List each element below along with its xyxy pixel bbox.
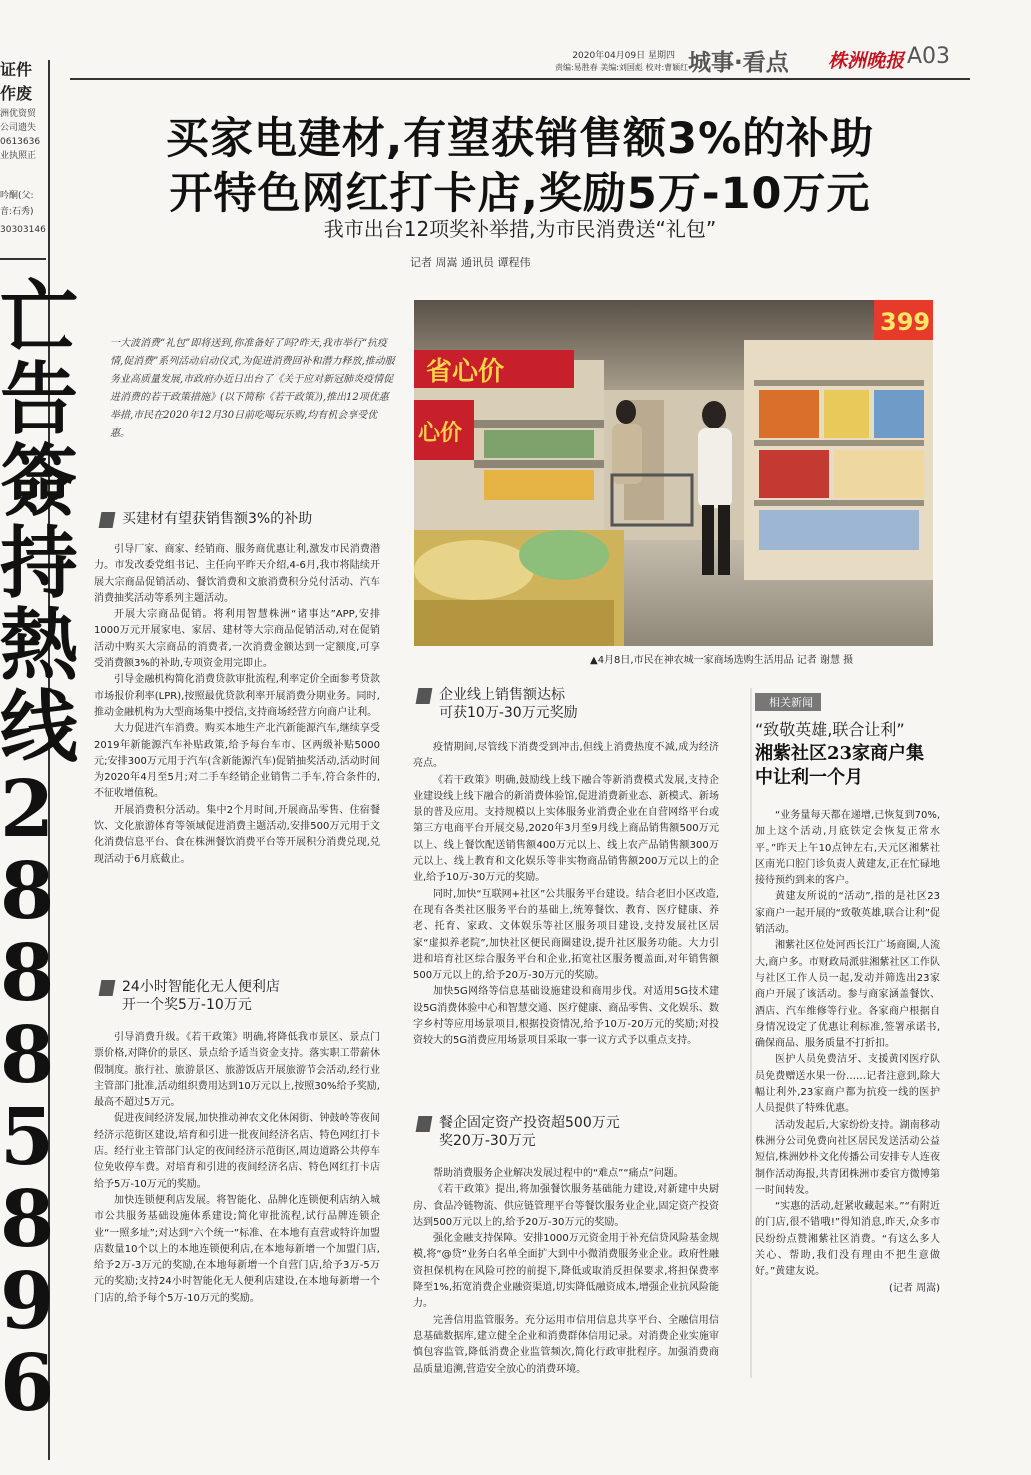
paragraph: 帮助消费服务企业解决发展过程中的“难点”“痛点”问题。 [433, 1168, 684, 1179]
strip-text: 业执照正 [0, 151, 37, 161]
paragraph: 加快连锁便利店发展。将智能化、品牌化连锁便利店纳入城市公共服务基础设施体系建设;简化审批流程,试行品牌连锁企业“一照多址”;对达到“六个统一”标准、在本地有直营或特许加盟店数量10个以上的本地连锁便利店,在本地每新增一个加盟门店,给予2万-3万元的奖励,在本地每新增一个自营门店,给予3万-5万元的奖励;支持24小时智能化无人便利店建设,在本地每新增一个门店的,给予每个5万-10万元的奖励。 [94, 1194, 380, 1304]
strip-divider [0, 258, 46, 260]
strip-big-char: 8 [0, 1010, 55, 1101]
section-2-body [94, 1030, 380, 1307]
strip-title-1: 证件 [0, 60, 33, 79]
section-3-title-2: 可获10万-30万元奖励 [439, 705, 578, 721]
strip-big-char: 6 [0, 1338, 55, 1429]
newspaper-logo: 株洲晚报 [828, 50, 905, 72]
banner-left: 省心价 [426, 357, 505, 387]
strip-big-char: 8 [0, 1174, 55, 1265]
paragraph: 黄建友所说的“活动”,指的是社区23家商户一起开展的“致敬英雄,联合让利”促销活动。 [755, 891, 940, 936]
section-3-heading [417, 686, 578, 722]
strip-title-2: 作废 [0, 84, 33, 103]
paragraph: “业务量每天都在递增,已恢复到70%,加上这个活动,月底铁定会恢复正常水平。”昨天上午10点钟左右,天元区湘紫社区南光口腔门诊负责人黄建友,正在忙碌地接待预约到来的客户。 [755, 810, 940, 887]
strip-big-char: 5 [0, 1092, 55, 1183]
staff-line: 责编:易胜春 美编:刘国彪 校对:曹颖红 [555, 63, 689, 72]
price-tag: 399 [880, 308, 931, 336]
paragraph: 疫情期间,尽管线下消费受到冲击,但线上消费热度不减,成为经济亮点。 [413, 742, 719, 770]
lede-paragraph: 一大波消费“礼包”即将送到,你准备好了吗?昨天,我市举行“抗疫情,促消费”系列活动启动仪式,为促进消费回补和潜力释放,推动服务业高质量发展,市政府办近日出台了《关于应对新冠肺炎疫情促进消费的若干政策措施》(以下简称《若干政策》),推出12项优惠举措,市民在2020年12月30日前吃喝玩乐购,均有机会享受优惠。 [110, 338, 395, 439]
reporter-signature: (记者 周嵩) [889, 1282, 940, 1294]
header-rule [70, 78, 970, 80]
section-4-title-1: 餐企固定资产投资超500万元 [439, 1115, 620, 1131]
paragraph: 加快5G网络等信息基础设施建设和商用步伐。对适用5G技术建设5G消费体验中心和智慧交通、医疗健康、商品零售、文化娱乐、数字乡村等应用场景项目,根据投资情况,给予10万-20万元的奖励;对投资较大的5G消费应用场景项目采取一事一议方式予以重点支持。 [413, 986, 719, 1047]
strip-big-char: 持 [0, 518, 79, 609]
section-3-body [413, 740, 719, 1050]
left-adjacent-column [0, 60, 79, 1460]
related-subtitle: “致敬英雄,联合让利” [755, 720, 905, 739]
section-2-heading [100, 978, 280, 1014]
paragraph: 《若干政策》提出,将加强餐饮服务基础能力建设,对新建中央厨房、食品冷链物流、供应链管理平台等餐饮服务业企业,固定资产投资达到500万元以上的,给予20万-30万元的奖励。 [413, 1184, 719, 1228]
section-1-title: 买建材有望获销售额3%的补助 [122, 511, 313, 527]
strip-big-char: 2 [0, 764, 55, 855]
section-1-heading [100, 510, 312, 528]
paragraph: 《若干政策》明确,鼓励线上线下融合等新消费模式发展,支持企业建设线上线下融合的新消费体验馆,促进消费新业态、新模式、新场景的普及应用。支持规模以上实体服务业消费企业在自营网络平台或第三方电商平台开展交易,2020年3月至9月线上商品销售额500万元以上、线上餐饮配送销售额400万元以上、线上农产品销售额300万元以上、线上教育和文化娱乐等非实物商品销售额200万元以上的企业,给予10万-30万元的奖励。 [413, 774, 719, 884]
section-2-title-2: 开一个奖5万-10万元 [122, 997, 252, 1013]
paragraph: 开展消费积分活动。集中2个月时间,开展商品零售、住宿餐饮、文化旅游体育等领域促进消费主题活动,安排500万元用于文化消费信息平台、食在株洲餐饮消费平台等开展积分消费兑现,兑现活动于6月底截止。 [94, 804, 380, 865]
strip-big-char: 8 [0, 928, 55, 1019]
paragraph: 完善信用监管服务。充分运用市信用信息共享平台、全融信用信息基础数据库,建立健全企业和消费群体信用记录。对消费企业实施审慎包容监管,降低消费企业监管频次,简化行政审批程序。加强消费商品质量追溯,营造安全放心的消费环境。 [413, 1314, 719, 1375]
paragraph: 同时,加快“互联网+社区”公共服务平台建设。结合老旧小区改造,在现有各类社区服务平台的基础上,统筹餐饮、教育、医疗健康、养老、托育、家政、文体娱乐等社区服务项目建设,支持发展社区居家“虚拟养老院”,加快社区便民商圈建设,提升社区服务功能。大力引进和培育社区综合服务平台和企业,拓宽社区服务覆盖面,对年销售额500万元以上的,给予20万-30万元的奖励。 [413, 888, 719, 982]
related-news-tag: 相关新闻 [755, 693, 821, 711]
page-meta [555, 50, 688, 74]
paragraph: 湘紫社区位处河西长江广场商圈,人流大,商户多。市财政局派驻湘紫社区工作队与社区工作人员一起,发动并筛选出23家商户开展了该活动。参与商家涵盖餐饮、酒店、汽车维修等行业。各家商户根据自身情况设定了优惠让利标准,签署承诺书,确保商品、服务质量不打折扣。 [755, 940, 940, 1050]
headline-line-2: 开特色网红打卡店,奖励5万-10万元 [169, 169, 871, 219]
related-title: 湘紫社区23家商户集中让利一个月 [755, 743, 925, 788]
subheadline: 我市出台12项奖补举措,为市民消费送“礼包” [323, 217, 717, 241]
date-line: 2020年04月09日 星期四 [572, 51, 675, 61]
paragraph: “实惠的活动,赶紧收藏起来。”“有附近的门店,很不错哦!”得知消息,昨天,众多市民纷纷点赞湘紫社区消费。“有这么多人关心、帮助,我们没有理由不把生意做好。”黄建友说。 [755, 1201, 940, 1278]
section-1-body [94, 542, 380, 868]
strip-big-char: 亡 [0, 272, 79, 363]
paragraph: 引导金融机构简化消费贷款审批流程,利率定价全面参考贷款市场报价利率(LPR),按照最优贷款利率开展消费分期业务。同时,推动金融机构为大型商场集中授信,支持商场经营方向商户让利。 [94, 674, 380, 718]
column-divider [750, 688, 752, 1378]
headline-line-1: 买家电建材,有望获销售额3%的补助 [165, 114, 875, 164]
related-body [755, 808, 940, 1297]
paragraph: 大力促进汽车消费。购买本地生产北汽新能源汽车,继续享受2019年新能源汽车补贴政策,给予每台车市、区两级补贴5000元;安排300万元用于汽车(含新能源汽车)促销抽奖活动,活动时间为2020年4月至5月;对二手车经销企业销售二手车,符合条件的,不征收增值税。 [94, 723, 380, 800]
strip-big-char: 线 [0, 682, 79, 773]
section-3-title-1: 企业线上销售额达标 [439, 687, 565, 703]
paragraph: 开展大宗商品促销。将利用智慧株洲“诸事达”APP,安排1000万元开展家电、家居、建材等大宗商品促销活动,对在促销活动中购买大宗商品的消费者,一次消费金额达到一定额度,可享受消费额3%的补助,专项资金用完即止。 [94, 609, 380, 670]
strip-big-char: 8 [0, 846, 55, 937]
strip-big-char: 熱 [0, 600, 79, 691]
section-4-title-2: 奖20万-30万元 [439, 1133, 536, 1149]
section-name: 城事·看点 [688, 50, 789, 76]
strip-text: 0613636 [0, 137, 41, 147]
strip-text: 公司遗失 [0, 123, 37, 133]
banner-mid: 心价 [418, 421, 463, 446]
strip-text: 音:石秀) [0, 207, 34, 217]
supermarket-photo [414, 300, 933, 646]
strip-text: 30303146 [0, 225, 46, 235]
paragraph: 引导消费升级。《若干政策》明确,将降低我市景区、景点门票价格,对降价的景区、景点给予适当资金支持。落实职工带薪休假制度。旅行社、旅游景区、旅游饭店开展旅游节会活动,经行业主管部门批准,活动组织费用达到10万元以上,按照30%给予奖励,最高不超过5万元。 [94, 1032, 380, 1109]
section-4-heading [417, 1114, 620, 1150]
byline: 记者 周嵩 通讯员 谭程伟 [410, 256, 531, 269]
page-number: A03 [907, 44, 951, 69]
strip-text: 吟酮(父: [0, 191, 34, 201]
section-2-title-1: 24小时智能化无人便利店 [122, 979, 280, 995]
headline [100, 112, 940, 222]
strip-big-char: 簽 [0, 436, 79, 527]
paragraph: 强化金融支持保障。安排1000万元资金用于补充信贷风险基金规模,将“@贷”业务白名单全面扩大到中小微消费服务业企业。政府性融资担保机构在风险可控的前提下,降低或取消反担保要求,将担保费率降至1%,拓宽消费企业融资渠道,切实降低融资成本,增强企业抗风险能力。 [413, 1233, 719, 1310]
paragraph: 活动发起后,大家纷纷支持。湖南移动株洲分公司免费向社区居民发送活动公益短信,株洲妙朴文化传播公司安排专人连夜制作活动海报,共青团株洲市委官方微博第一时间转发。 [755, 1119, 940, 1196]
strip-text: 洲优资贸 [0, 109, 37, 119]
strip-big-char: 9 [0, 1256, 55, 1347]
photo-caption: ▲4月8日,市民在神农城一家商场选购生活用品 记者 谢慧 摄 [590, 655, 854, 666]
paragraph: 促进夜间经济发展,加快推动神农文化休闲街、钟鼓岭等夜间经济示范街区建设,培育和引进一批夜间经济名店、特色网红打卡店。经行业主管部门认定的夜间经济示范街区,周边道路公共停车位免收停车费。对培育和引进的夜间经济名店、特色网红打卡店给予5万-10万元的奖励。 [94, 1113, 380, 1190]
paragraph: 医护人员免费洁牙、支援黄冈医疗队员免费赠送水果一份……记者注意到,除大幅让利外,23家商户都为抗疫一线的医护人员提供了特殊优惠。 [755, 1054, 940, 1115]
paragraph: 引导厂家、商家、经销商、服务商优惠让利,激发市民消费潜力。市发改委党组书记、主任向平昨天介绍,4-6月,我市将陆续开展大宗商品促销活动、餐饮消费和文旅消费积分兑付活动、汽车消费抽奖活动等系列主题活动。 [94, 544, 380, 604]
section-4-body [413, 1166, 719, 1378]
strip-big-char: 告 [0, 354, 79, 445]
